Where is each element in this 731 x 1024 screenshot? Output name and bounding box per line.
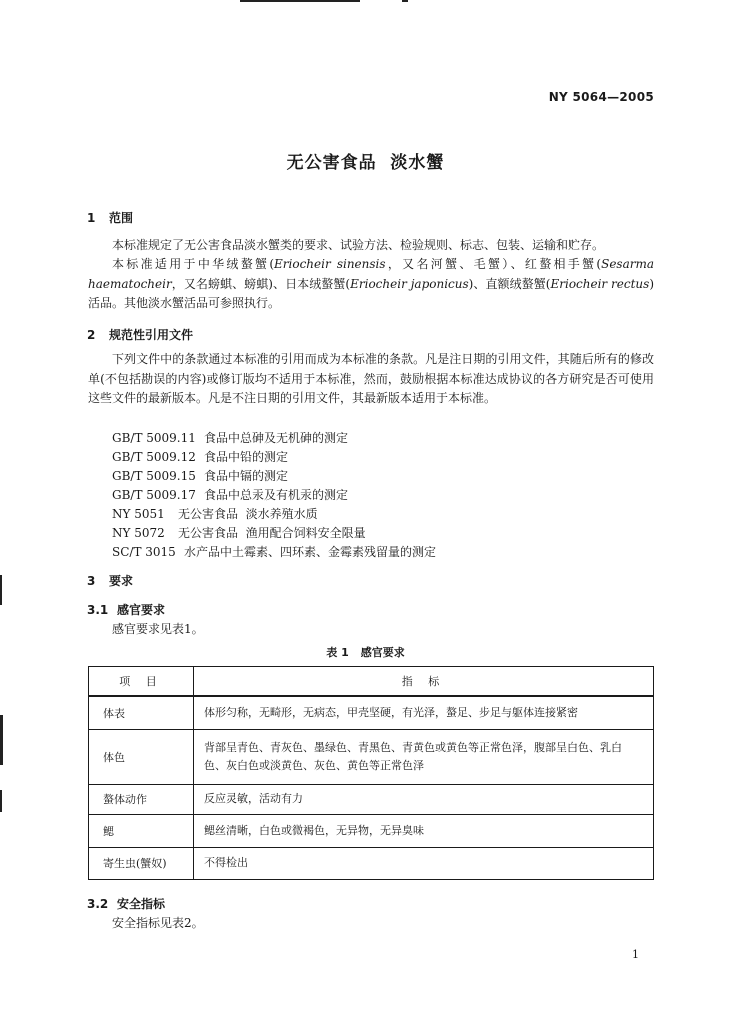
sensory-requirement-text: 感官要求见表1。 (112, 622, 204, 636)
table-cell-indicator: 不得检出 (194, 847, 654, 879)
safety-index-text: 安全指标见表2。 (112, 916, 204, 930)
table-cell-item: 体色 (89, 729, 194, 784)
table-cell-item: 体表 (89, 696, 194, 729)
scope-paragraph-2: 本标准适用于中华绒螯蟹(Eriocheir sinensis，又名河蟹、毛蟹）、红螯相手蟹(Sesarma haematocheir，又名螃蜞、螃蜞)、日本绒螯蟹(Eriocheir japonicus)、直额绒螯蟹(Eriocheir rectus)活品。其他淡水蟹活品可参照执行。 (88, 257, 655, 310)
table-row (89, 847, 654, 879)
section-heading-3-2: 3.2 安全指标 (87, 897, 166, 911)
table-cell-item: 鳃 (89, 814, 194, 847)
document-title: 无公害食品 淡水蟹 (286, 153, 445, 173)
table-row (89, 696, 654, 729)
scan-artifact-top (240, 0, 360, 2)
scope-paragraph-1: 本标准规定了无公害食品淡水蟹类的要求、试验方法、检验规则、标志、包装、运输和贮存。 (112, 238, 605, 252)
sensory-requirements-table (88, 666, 654, 880)
table-1-caption: 表 1 感官要求 (326, 646, 405, 659)
table-header-item: 项 目 (89, 667, 194, 697)
reference-item: GB/T 5009.11 食品中总砷及无机砷的测定 (112, 431, 349, 445)
table-row (89, 729, 654, 784)
section-heading-3: 3 要求 (87, 574, 134, 588)
reference-item: GB/T 5009.15 食品中镉的测定 (112, 469, 289, 483)
reference-item: NY 5051 无公害食品 淡水养殖水质 (112, 507, 318, 521)
scan-artifact-edge (0, 790, 2, 812)
reference-item: GB/T 5009.17 食品中总汞及有机汞的测定 (112, 488, 349, 502)
reference-item: SC/T 3015 水产品中土霉素、四环素、金霉素残留量的测定 (112, 545, 437, 559)
section-heading-2: 2 规范性引用文件 (87, 328, 194, 342)
scan-artifact-top-small (402, 0, 408, 2)
scan-artifact-edge (0, 715, 3, 765)
reference-item: NY 5072 无公害食品 渔用配合饲料安全限量 (112, 526, 366, 540)
normative-references-paragraph: 下列文件中的条款通过本标准的引用而成为本标准的条款。凡是注日期的引用文件，其随后所有的修改单(不包括勘误的内容)或修订版均不适用于本标准，然而，鼓励根据本标准达成协议的各方研究是否可使用这些文件的最新版本。凡是不注日期的引用文件，其最新版本适用于本标准。 (88, 352, 654, 405)
reference-item: GB/T 5009.12 食品中铅的测定 (112, 450, 289, 464)
section-heading-1: 1 范围 (87, 211, 134, 225)
page-number: 1 (632, 948, 639, 961)
table-cell-indicator: 背部呈青色、青灰色、墨绿色、青黑色、青黄色或黄色等正常色泽，腹部呈白色、乳白色、灰白色或淡黄色、灰色、黄色等正常色泽 (194, 729, 654, 784)
table-cell-item: 螯体动作 (89, 784, 194, 814)
table-row (89, 784, 654, 814)
table-row (89, 814, 654, 847)
standard-number: NY 5064—2005 (548, 90, 654, 104)
scan-artifact-edge (0, 575, 2, 605)
section-heading-3-1: 3.1 感官要求 (87, 603, 166, 617)
table-cell-indicator: 鳃丝清晰，白色或微褐色，无异物，无异臭味 (194, 814, 654, 847)
table-cell-indicator: 反应灵敏，活动有力 (194, 784, 654, 814)
table-cell-indicator: 体形匀称，无畸形，无病态，甲壳坚硬，有光泽，螯足、步足与躯体连接紧密 (194, 696, 654, 729)
table-header-indicator: 指 标 (194, 667, 654, 697)
table-cell-item: 寄生虫(蟹奴) (89, 847, 194, 879)
table-header-row (89, 667, 654, 697)
